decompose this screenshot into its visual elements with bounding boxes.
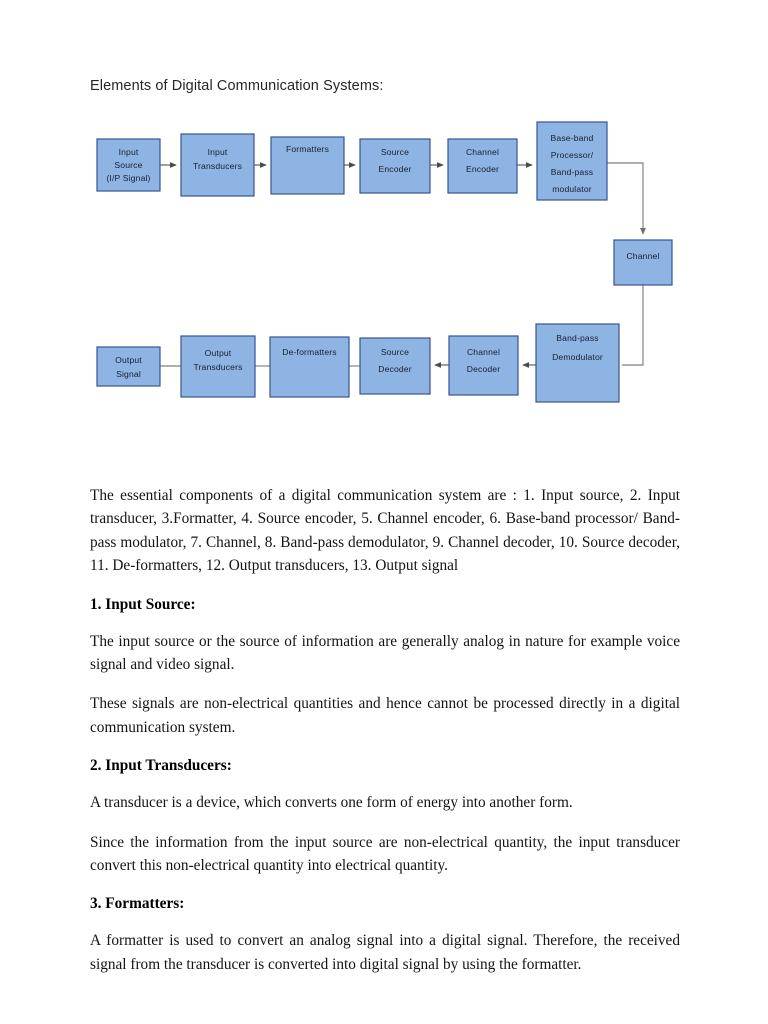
section-heading-input-source: 1. Input Source: (90, 595, 196, 613)
diagram-node-band-pass-demodulator (536, 324, 619, 402)
section-paragraph: A formatter is used to convert an analog signal into a digital signal. Therefore, the received signal from the transducer is converted into digital signal by using the formatter. (90, 932, 680, 973)
section-paragraph: Since the information from the input source are non-electrical quantity, the input transducer convert this non-electrical quantity into electrical quantity. (90, 833, 680, 875)
node-label-output-transducers-line-2: Transducers (193, 362, 243, 372)
node-label-base-band-processor-line-1: Base-band (550, 133, 594, 143)
node-label-base-band-processor-line-4: modulator (552, 184, 592, 194)
node-label-source-decoder-line-1: Source (380, 347, 410, 357)
diagram-node-de-formatters (270, 337, 349, 397)
node-label-band-pass-demodulator-line-2: Demodulator (552, 352, 603, 362)
node-label-band-pass-demodulator-line-1: Band-pass (556, 333, 599, 343)
section-heading-formatters: 3. Formatters: (90, 895, 185, 913)
diagram-node-formatters (271, 137, 344, 194)
node-label-channel-encoder-line-2: Encoder (465, 164, 500, 174)
node-label-base-band-processor-line-3: Band-pass (550, 167, 594, 177)
page-title: Elements of Digital Communication Systems: (90, 78, 384, 94)
diagram-node-source-encoder (360, 139, 430, 193)
section-paragraph: These signals are non-electrical quantities and hence cannot be processed directly in a digital communication system. (90, 695, 680, 736)
intro-paragraph: The essential components of a digital communication system are : 1. Input source, 2. Input transducer, 3.Formatter, 4. Source encoder, 5. Channel encoder, 6. Base-band processor/ Band-pass modulator, 7. Channel, 8. Band-pass demodulator, 9. Channel decoder, 10. Source decoder, 11. De-formatters, 12. Output transducers, 13. Output signal (90, 487, 680, 575)
node-label-output-signal-line-1: Output (115, 355, 142, 365)
node-label-formatters: Formatters (285, 144, 330, 154)
node-label-channel: Channel (626, 251, 660, 261)
diagram-node-channel (614, 240, 672, 285)
diagram-node-output-transducers (181, 336, 255, 397)
node-label-channel-decoder-line-2: Decoder (466, 364, 501, 374)
diagram-node-channel-encoder (448, 139, 517, 193)
block-diagram (0, 0, 768, 470)
node-label-source-encoder-line-1: Source (380, 147, 410, 157)
article-body (90, 484, 680, 976)
node-label-channel-encoder-line-1: Channel (465, 147, 500, 157)
node-label-input-source-line-1: Input (118, 147, 139, 157)
connector-channel-to-band-pass-demodulator (622, 285, 643, 365)
diagram-nodes (97, 122, 672, 402)
node-label-input-transducers-line-1: Input (207, 147, 228, 157)
node-label-de-formatters: De-formatters (282, 347, 337, 357)
diagram-node-channel-decoder (449, 336, 518, 395)
connector-base-band-processor-to-channel (607, 163, 643, 234)
node-label-input-source-line-2: Source (114, 160, 143, 170)
diagram-node-output-signal (97, 347, 160, 386)
node-label-output-transducers-line-1: Output (204, 348, 232, 358)
section-heading-input-transducers: 2. Input Transducers: (90, 757, 232, 775)
diagram-node-input-source (97, 139, 160, 191)
diagram-node-input-transducers (181, 134, 254, 196)
section-paragraph: A transducer is a device, which converts one form of energy into another form. (90, 794, 573, 812)
node-label-input-transducers-line-2: Transducers (192, 161, 243, 171)
diagram-node-source-decoder (360, 338, 430, 394)
node-label-input-source-line-3: (I/P Signal) (106, 173, 151, 183)
node-label-source-encoder-line-2: Encoder (378, 164, 412, 174)
node-label-source-decoder-line-2: Decoder (378, 364, 412, 374)
diagram-node-base-band-processor (537, 122, 607, 200)
node-label-output-signal-line-2: Signal (116, 369, 141, 379)
node-label-base-band-processor-line-2: Processor/ (550, 150, 594, 160)
section-paragraph: The input source or the source of information are generally analog in nature for example voice signal and video signal. (90, 632, 680, 674)
node-label-channel-decoder-line-1: Channel (466, 347, 501, 357)
